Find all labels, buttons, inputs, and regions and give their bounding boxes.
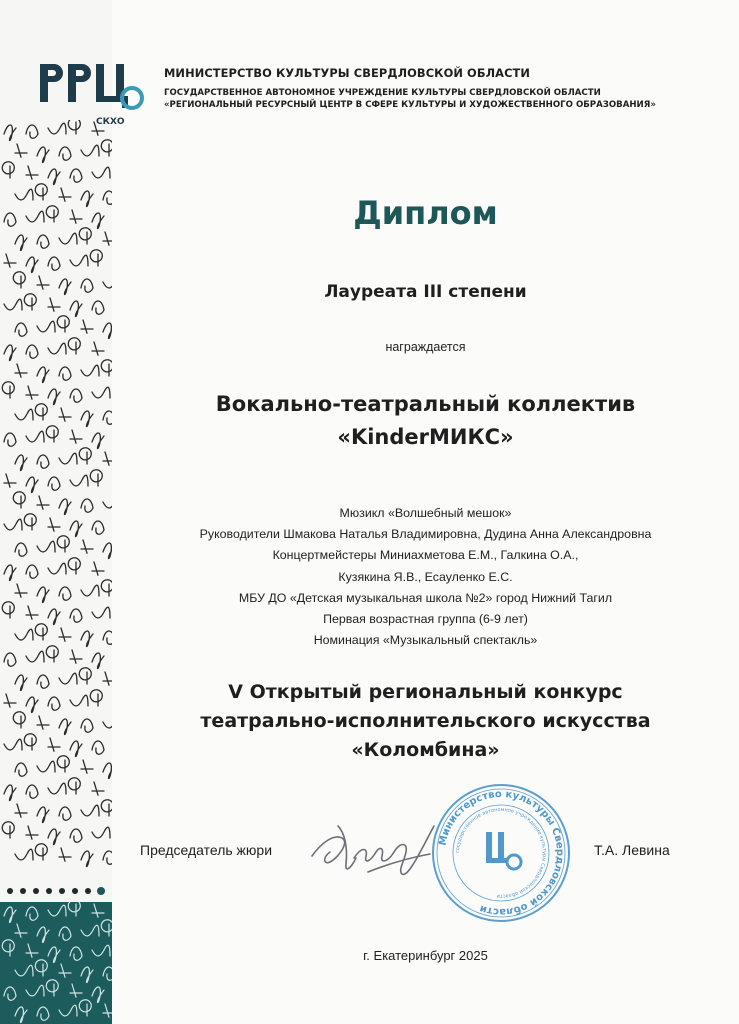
organization-logo: [38, 58, 150, 130]
calligraphy-pattern: [0, 120, 112, 880]
recipient-line1: Вокально-театральный коллектив: [215, 392, 636, 416]
ministry-name: МИНИСТЕРСТВО КУЛЬТУРЫ СВЕРДЛОВСКОЙ ОБЛАСТИ: [164, 66, 531, 80]
contest-line1: V Открытый региональный конкурс: [228, 681, 623, 703]
institution-name-line2: «РЕГИОНАЛЬНЫЙ РЕСУРСНЫЙ ЦЕНТР В СФЕРЕ КУЛЬТУРЫ И ХУДОЖЕСТВЕННОГО ОБРАЗОВАНИЯ»: [164, 100, 656, 110]
dot-divider: [4, 884, 112, 898]
decorative-left-band: [0, 0, 112, 1024]
stamp-inner-text: государственное автономное учреждение культуры Свердловской области: [454, 806, 548, 900]
details-line: Номинация «Музыкальный спектакль»: [313, 633, 538, 648]
awarded-label: награждается: [385, 340, 466, 354]
contest-name: [112, 678, 739, 765]
teal-pattern-block: [0, 902, 112, 1024]
award-details: [112, 503, 739, 651]
details-line: Мюзикл «Волшебный мешок»: [339, 506, 512, 520]
place-and-year: г. Екатеринбург 2025: [363, 948, 488, 963]
contest-line3: «Коломбина»: [351, 739, 500, 761]
jury-chair-label: Председатель жюри: [140, 842, 273, 858]
details-line: Первая возрастная группа (6-9 лет): [323, 612, 528, 627]
organization-header: [164, 66, 724, 112]
laureate-degree: Лауреата III степени: [324, 282, 527, 302]
jury-chair-name: Т.А. Левина: [594, 842, 670, 858]
diploma-title: Диплом: [353, 194, 498, 232]
contest-line2: театрально-исполнительского искусства: [200, 710, 651, 732]
recipient-line2: «KinderМИКС»: [337, 425, 514, 449]
recipient: [112, 388, 739, 454]
handwritten-signature: [308, 812, 438, 882]
details-line: МБУ ДО «Детская музыкальная школа №2» город Нижний Тагил: [238, 590, 613, 605]
details-line: Концертмейстеры Миниахметова Е.М., Галкина О.А.,: [272, 548, 579, 563]
details-line: Руководители Шмакова Наталья Владимировна, Дудина Анна Александровна: [199, 527, 652, 542]
official-stamp: [428, 780, 574, 926]
details-line: Кузякина Я.В., Есауленко Е.С.: [338, 569, 513, 584]
institution-name-line1: ГОСУДАРСТВЕННОЕ АВТОНОМНОЕ УЧРЕЖДЕНИЕ КУЛЬТУРЫ СВЕРДЛОВСКОЙ ОБЛАСТИ: [164, 88, 601, 98]
logo-subtext: СКХО: [96, 117, 125, 127]
stamp-ring-text: Министерство культуры Свердловской области: [437, 788, 566, 918]
